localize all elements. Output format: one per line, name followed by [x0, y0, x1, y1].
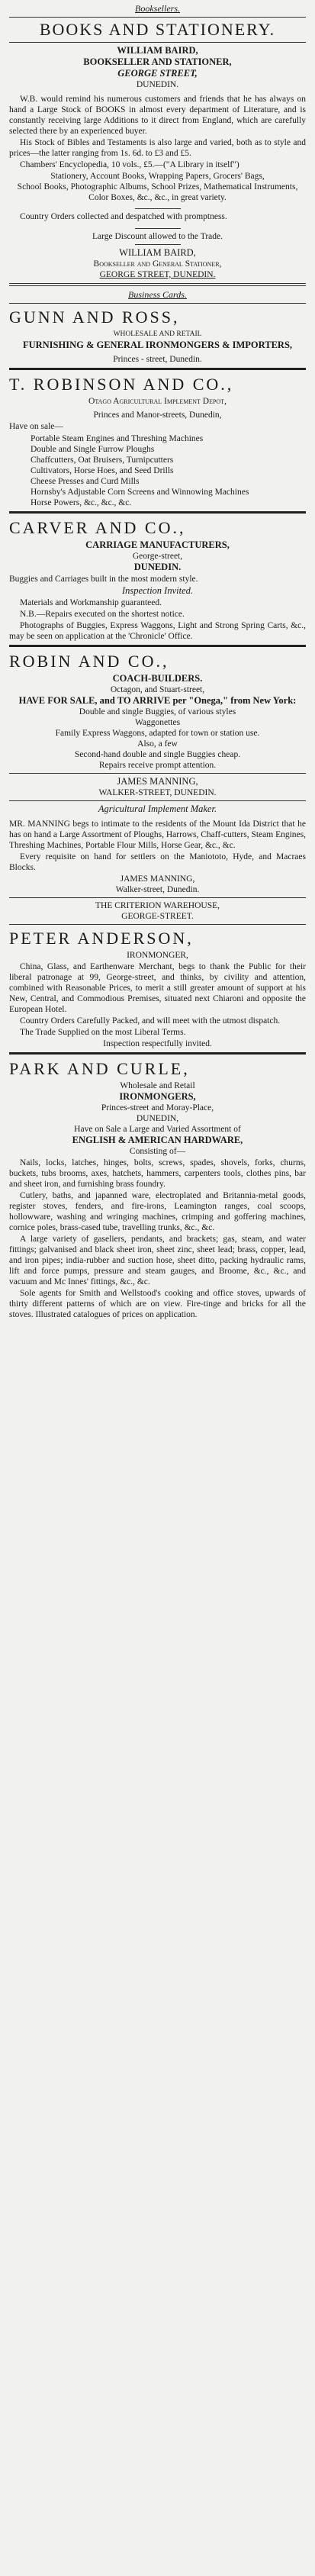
ad-item: Stationery, Account Books, Wrapping Papers, Grocers' Bags,: [50, 172, 265, 181]
ad-james-manning: [9, 776, 306, 895]
ad-line: Waggonettes: [134, 718, 181, 727]
ad-body: Cutlery, baths, and japanned ware, electroplated and Britannia-metal goods, register stoves, fenders, and fire-irons, Leamington ranges, coal scoops, hollowware, washing and wringing machines, crimping and goffering machines, cornice poles, brass-cased tube, travelling trunks, &c., &c.: [9, 1191, 306, 1232]
short-divider: [135, 244, 181, 245]
ad-line: Double and single Buggies, of various styles: [79, 707, 236, 716]
newspaper-page: [5, 0, 310, 2576]
short-divider: [135, 228, 181, 229]
advertiser-town: DUNEDIN.: [136, 80, 179, 89]
ad-headline: CARVER AND CO.,: [9, 518, 186, 537]
ad-street: George-street,: [132, 552, 183, 561]
ad-address: Princes - street, Dunedin.: [113, 355, 202, 364]
divider: [9, 42, 306, 43]
ad-body: Buggies and Carriages built in the most modern style.: [9, 575, 198, 584]
ad-inspection: Inspection respectfully invited.: [103, 1039, 212, 1048]
ad-robin-and-co: [9, 650, 306, 771]
divider: [9, 1052, 306, 1055]
ad-headline: BOOKS AND STATIONERY.: [39, 20, 276, 39]
ad-subheading: IRONMONGER,: [127, 951, 188, 960]
ad-body: His Stock of Bibles and Testaments is also large and varied, both as to style and prices—the latter ranging from 1s. 6d. to £3 and £5.: [9, 138, 306, 158]
ad-subheading: Otago Agricultural Implement Depot,: [88, 397, 227, 406]
section-heading-booksellers: Booksellers.: [135, 3, 180, 14]
list-item: Cultivators, Horse Hoes, and Seed Drills: [31, 466, 174, 475]
ad-park-and-curle: [9, 1058, 306, 1320]
ad-headline: T. ROBINSON AND CO.,: [9, 375, 234, 394]
ad-body: The Trade Supplied on the most Liberal Terms.: [20, 1028, 186, 1037]
ad-address: Octagon, and Stuart-street,: [110, 685, 205, 694]
advertiser-trade: BOOKSELLER AND STATIONER,: [83, 56, 232, 67]
list-item: Double and Single Furrow Ploughs: [31, 445, 155, 454]
ad-body: Materials and Workmanship guaranteed.: [20, 598, 162, 607]
ad-item: Color Boxes, &c., &c., in great variety.: [88, 193, 227, 202]
list-item: Horse Powers, &c., &c., &c.: [31, 498, 132, 507]
ad-body: MR. MANNING begs to intimate to the residents of the Mount Ida District that he has on hand a Large Assortment of Ploughs, Harrows, Chaff-cutters, Steam Engines, Threshing Machines, Portable Flour Mills, Horse Gear, &c., &c.: [9, 819, 306, 850]
list-item: Portable Steam Engines and Threshing Machines: [31, 434, 204, 443]
list-item: Cheese Presses and Curd Mills: [31, 477, 140, 486]
signature-street: Walker-street, Dunedin.: [115, 885, 200, 894]
ad-trade: IRONMONGERS,: [119, 1091, 196, 1102]
ad-subheading: WHOLESALE AND RETAIL: [113, 330, 202, 338]
signature-trade: Bookseller and General Stationer,: [93, 259, 222, 269]
list-item: Hornsby's Adjustable Corn Screens and Winnowing Machines: [31, 488, 249, 497]
advertiser-name: JAMES MANNING,: [117, 776, 198, 787]
product-list: [31, 433, 306, 508]
divider: [9, 645, 306, 647]
advertiser-street: WALKER-STREET, DUNEDIN.: [98, 788, 217, 797]
ad-heading: Agricultural Implement Maker.: [98, 803, 217, 814]
ad-body: China, Glass, and Earthenware Merchant, begs to thank the Public for their liberal patronage at 99, George-street, and thinks, by civility and attention, combined with Reasonable Prices, to merit a still greater amount of support at his New, Central, and Commodious Premises, situated next Chiaroni and opposite the European Hotel.: [9, 962, 306, 1014]
ad-subheading: COACH-BUILDERS.: [112, 673, 203, 684]
divider: [9, 800, 306, 801]
ad-body: W.B. would remind his numerous customers and friends that he has always on hand a Large Stock of BOOKS in almost every department of Literature, and is constantly receiving large Additions to it direct from England, which are carefully selected there by an experienced buyer.: [9, 95, 306, 136]
ad-country-orders: Country Orders collected and despatched with promptness.: [20, 212, 227, 221]
divider: [9, 17, 306, 18]
ad-headline: PETER ANDERSON,: [9, 929, 194, 948]
ad-body: A large variety of gaseliers, pendants, and brackets; gas, steam, and water fittings; galvanised and black sheet iron, sheet zinc, sheet lead; brass, copper, lead, and iron pipes; india-rubber and suction hose, sheet ditto, packing hydraulic rams, lift and force pumps, pressure and steam gauges, and Broome, &c., &c., and vacuum and Mc Innes' fittings, &c., &c.: [9, 1235, 306, 1286]
ad-line: Second-hand double and single Buggies cheap.: [74, 750, 241, 759]
short-divider: [135, 208, 181, 209]
ad-subheading: Wholesale and Retail: [120, 1081, 195, 1090]
ad-line: Also, a few: [137, 739, 178, 749]
ad-headline: ROBIN AND CO.,: [9, 652, 169, 671]
ad-body: Chambers' Encyclopedia, 10 vols., £5.—("A Library in itself"): [20, 160, 239, 169]
ad-headline: PARK AND CURLE,: [9, 1059, 190, 1078]
advertiser-street: GEORGE STREET,: [117, 68, 198, 79]
ad-body: Sole agents for Smith and Wellstood's cooking and office stoves, upwards of thirty different patterns of which are on view. Fire-tinge and bricks for all the stoves. Illustrated catalogues of prices on application.: [9, 1289, 306, 1319]
ad-town: DUNEDIN.: [133, 562, 182, 572]
advertiser-name: WILLIAM BAIRD,: [117, 45, 198, 56]
divider: [9, 924, 306, 925]
list-item: Chaffcutters, Oat Bruisers, Turnipcutters: [31, 456, 174, 465]
signature-name: JAMES MANNING,: [120, 874, 195, 884]
ad-body: Every requisite on hand for settlers on the Maniototo, Hyde, and Macraes Blocks.: [9, 852, 306, 872]
ad-address: Princes and Manor-streets, Dunedin,: [93, 411, 222, 420]
ad-headline: GUNN AND ROSS,: [9, 308, 180, 327]
ad-peter-anderson: [9, 900, 306, 1049]
ad-body: Photographs of Buggies, Express Waggons, Light and Strong Spring Carts, &c., may be seen on application at the 'Chronicle' Office.: [9, 621, 306, 641]
ad-body: Country Orders Carefully Packed, and will meet with the utmost dispatch.: [20, 1016, 281, 1026]
ad-william-baird: [9, 20, 306, 280]
divider: [9, 303, 306, 304]
warehouse-name: THE CRITERION WAREHOUSE,: [95, 901, 220, 910]
ad-t-robinson: [9, 373, 306, 508]
ad-trade: FURNISHING & GENERAL IRONMONGERS & IMPORTERS,: [22, 340, 293, 350]
ad-subheading: CARRIAGE MANUFACTURERS,: [85, 539, 230, 550]
section-heading-business-cards: Business Cards.: [128, 289, 187, 300]
ad-consisting: Consisting of—: [129, 1147, 186, 1156]
ad-town: DUNEDIN,: [136, 1114, 179, 1123]
signature-name: WILLIAM BAIRD,: [119, 247, 196, 258]
divider: [9, 897, 306, 898]
ad-gunn-and-ross: [9, 306, 306, 365]
ad-goods: ENGLISH & AMERICAN HARDWARE,: [72, 1135, 243, 1145]
warehouse-street: GEORGE-STREET.: [121, 912, 194, 921]
ad-body: N.B.—Repairs executed on the shortest notice.: [20, 610, 185, 619]
ad-line: Repairs receive prompt attention.: [98, 761, 217, 770]
ad-discount: Large Discount allowed to the Trade.: [92, 232, 223, 241]
ad-body: Nails, locks, latches, hinges, bolts, screws, spades, shovels, forks, churns, buckets, tubs brooms, axes, hatchets, hammers, carpenters tools, clothes pins, bar and sheet iron, and furnishing brass foundry.: [9, 1158, 306, 1189]
ad-address: Princes-street and Moray-Place,: [101, 1103, 214, 1113]
ad-item: School Books, Photographic Albums, School Prizes, Mathematical Instruments,: [17, 182, 298, 192]
ad-have-on-sale: Have on sale—: [9, 422, 63, 431]
divider: [9, 283, 306, 286]
divider: [9, 773, 306, 774]
divider: [9, 368, 306, 370]
ad-line: Family Express Waggons, adapted for town or station use.: [55, 729, 260, 738]
divider: [9, 511, 306, 514]
ad-inspection: Inspection Invited.: [121, 585, 194, 596]
ad-carver-and-co: [9, 517, 306, 642]
ad-have: Have on Sale a Large and Varied Assortment of: [74, 1125, 241, 1134]
signature-street: GEORGE STREET, DUNEDIN.: [99, 270, 216, 279]
ad-arrive: HAVE FOR SALE, and TO ARRIVE per "Onega," from New York:: [18, 695, 297, 706]
